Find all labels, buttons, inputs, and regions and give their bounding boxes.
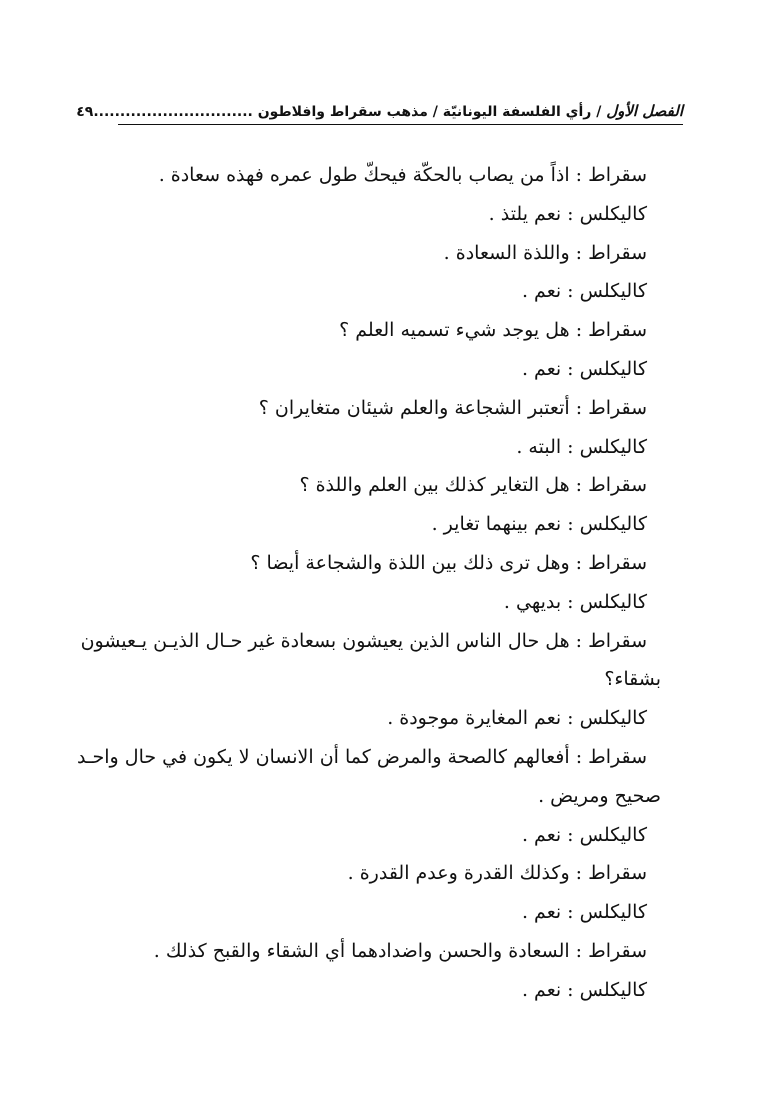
running-header bbox=[76, 94, 683, 120]
dialogue-line: كاليكلس : نعم . bbox=[521, 280, 647, 303]
dialogue-line: سقراط : أتعتبر الشجاعة والعلم شيئان متغايران ؟ bbox=[258, 396, 647, 419]
dialogue-line-continuation: صحيح ومريض . bbox=[538, 784, 661, 807]
dialogue-line: كاليكلس : نعم بينهما تغاير . bbox=[431, 513, 647, 536]
page-number: ٤٩ bbox=[76, 104, 94, 120]
dialogue-line: سقراط : السعادة والحسن واضدادهما أي الشقاء والقبح كذلك . bbox=[153, 939, 647, 962]
dialogue-line: سقراط : وكذلك القدرة وعدم القدرة . bbox=[347, 862, 647, 885]
dialogue-line: كاليكلس : نعم . bbox=[521, 901, 647, 924]
dialogue-line: كاليكلس : البته . bbox=[516, 435, 647, 458]
dialogue-line: سقراط : اذاً من يصاب بالحكّة فيحكّ طول عمره فهذه سعادة . bbox=[158, 164, 647, 186]
dialogue-line: سقراط : وهل ترى ذلك بين اللذة والشجاعة أيضا ؟ bbox=[250, 551, 647, 574]
header-divider bbox=[118, 124, 683, 125]
dialogue-line: سقراط : هل يوجد شيء تسميه العلم ؟ bbox=[339, 319, 647, 342]
header-title-group bbox=[93, 102, 683, 120]
chapter-title: الفصل الأول bbox=[606, 102, 683, 120]
dialogue-line: كاليكلس : نعم . bbox=[521, 823, 647, 846]
running-title: / رأي الفلسفة اليونانيّة / مذهب سقراط وافلاطون .............................. bbox=[93, 104, 602, 120]
dialogue-line: كاليكلس : نعم يلتذ . bbox=[488, 202, 647, 225]
dialogue-line: سقراط : هل التغاير كذلك بين العلم واللذة ؟ bbox=[299, 474, 647, 497]
dialogue-line: كاليكلس : بديهي . bbox=[503, 590, 647, 613]
dialogue-line: كاليكلس : نعم . bbox=[521, 357, 647, 380]
dialogue-line: كاليكلس : نعم المغايرة موجودة . bbox=[387, 707, 647, 730]
dialogue-line: سقراط : أفعالهم كالصحة والمرض كما أن الانسان لا يكون في حال واحـد bbox=[76, 745, 647, 768]
dialogue-line: سقراط : واللذة السعادة . bbox=[443, 241, 647, 264]
dialogue-line-continuation: بشقاء؟ bbox=[604, 668, 661, 691]
dialogue-line: سقراط : هل حال الناس الذين يعيشون بسعادة غير حـال الذيـن يـعيشون bbox=[80, 629, 647, 652]
dialogue-line: كاليكلس : نعم . bbox=[521, 978, 647, 1001]
dialogue-text bbox=[76, 156, 661, 1010]
